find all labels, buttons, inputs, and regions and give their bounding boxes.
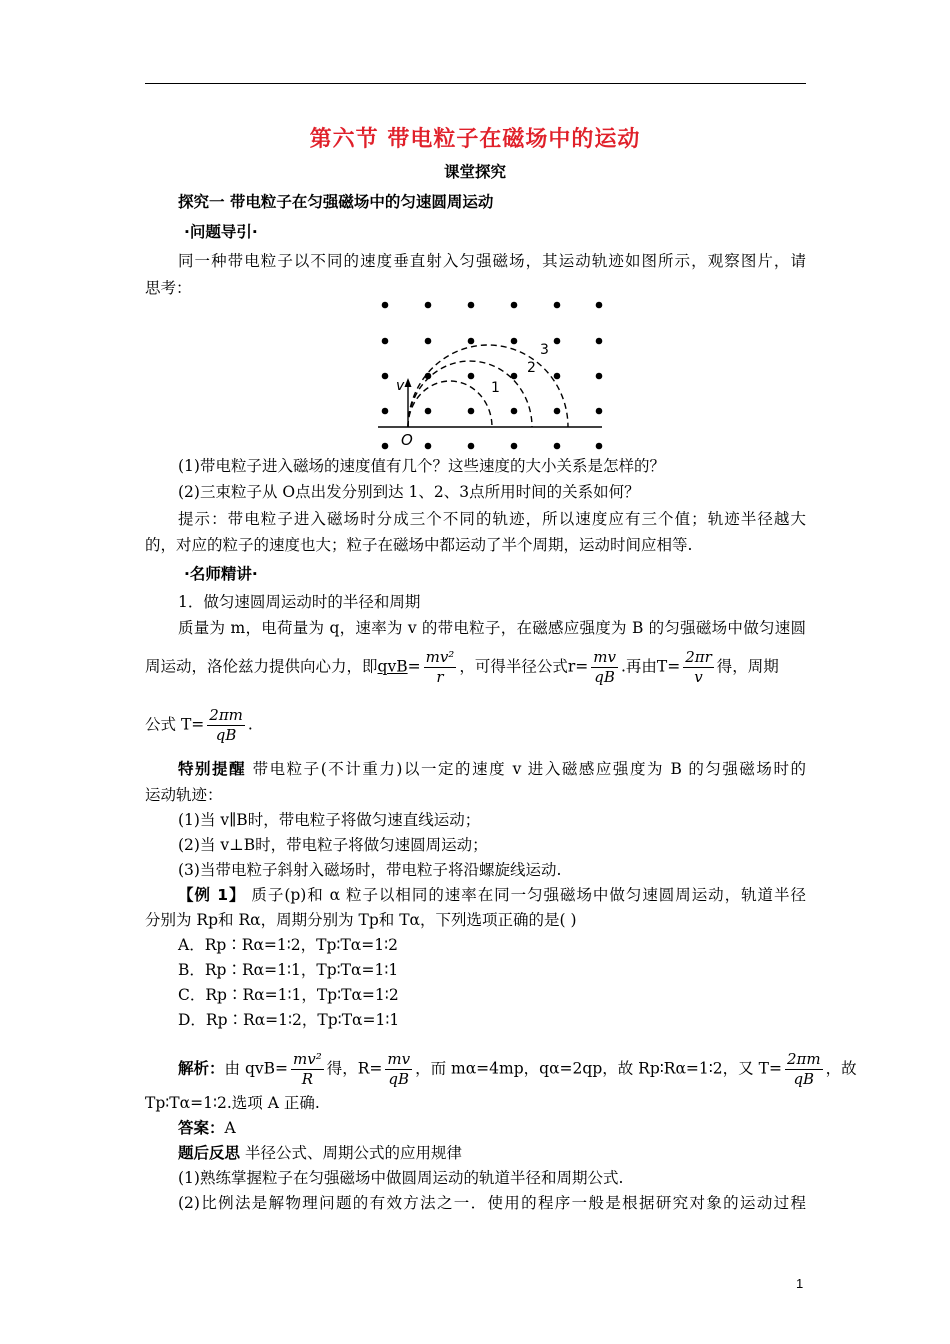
text: 得，周期 xyxy=(716,657,779,676)
guide-heading: ·问题导引· xyxy=(184,223,258,241)
tip-item-2: (2)当 v⊥B时，带电粒子将做匀速圆周运动； xyxy=(178,836,488,854)
text: 得，R= xyxy=(326,1059,383,1078)
intro-line-1: 同一种带电粒子以不同的速度垂直射入匀强磁场，其运动轨迹如图所示，观察图片，请 xyxy=(178,252,806,270)
reflection-item-1: (1)熟练掌握粒子在匀强磁场中做圆周运动的轨道半径和周期公式. xyxy=(178,1169,624,1187)
option-d: D．Rp∶Rα=1∶2，Tp∶Tα=1∶1 xyxy=(178,1011,400,1029)
page-title: 第六节 带电粒子在磁场中的运动 xyxy=(309,127,641,152)
text: ，故 xyxy=(825,1059,857,1078)
arc-label-3: 3 xyxy=(540,342,549,358)
tip-line-1 xyxy=(178,759,806,779)
magnetic-field-figure xyxy=(370,292,620,452)
text: 由 qvB= xyxy=(224,1059,288,1078)
section-heading: 课堂探究 xyxy=(443,163,506,181)
qvB-term: qvB xyxy=(377,657,408,676)
text: 质子(p)和 α 粒子以相同的速率在同一匀强磁场中做匀速圆周运动，轨道半径 xyxy=(245,886,806,904)
answer-heading: 答案： xyxy=(178,1119,225,1137)
tip-item-1: (1)当 v∥B时，带电粒子将做匀速直线运动； xyxy=(178,811,481,829)
tip-item-3: (3)当带电粒子斜射入磁场时，带电粒子将沿螺旋线运动. xyxy=(178,861,562,879)
period-formula-line xyxy=(145,706,253,745)
fraction-2pim-qB: $\frac{2\pi m}{qB}$ xyxy=(209,706,243,744)
tip-heading: 特别提醒 xyxy=(178,760,247,778)
teacher-heading: ·名师精讲· xyxy=(184,565,258,583)
fraction-2pim-qB-2: $\frac{2\pi m}{qB}$ xyxy=(786,1050,821,1088)
solution-line-1 xyxy=(178,1050,857,1089)
header-rule xyxy=(145,83,806,84)
point-1-heading: 1．做匀速圆周运动时的半径和周期 xyxy=(178,593,421,611)
example-line-1 xyxy=(178,885,806,905)
reflection-heading: 题后反思 xyxy=(178,1144,241,1162)
arrow-head-icon xyxy=(405,378,412,387)
velocity-label: v xyxy=(396,378,405,394)
arc-label-1: 1 xyxy=(491,380,500,396)
origin-label: O xyxy=(401,431,413,449)
fraction-mv-qB: $\frac{mv}{qB}$ xyxy=(593,648,616,686)
option-b: B．Rp∶Rα=1∶1，Tp∶Tα=1∶1 xyxy=(178,961,399,979)
option-c: C．Rp∶Rα=1∶1，Tp∶Tα=1∶2 xyxy=(178,986,399,1004)
hint-line-2: 的，对应的粒子的速度也大；粒子在磁场中都运动了半个周期，运动时间应相等. xyxy=(145,536,693,554)
example-heading: 【例 1】 xyxy=(178,886,246,904)
answer-line xyxy=(178,1118,236,1138)
solution-heading: 解析： xyxy=(178,1059,225,1078)
reflection-line xyxy=(178,1143,462,1163)
option-a: A．Rp∶Rα=1∶2，Tp∶Tα=1∶2 xyxy=(178,936,399,954)
example-line-2: 分别为 Rp和 Rα，周期分别为 Tp和 Tα，下列选项正确的是( ) xyxy=(145,911,577,929)
trajectory-2 xyxy=(408,361,532,427)
text: T= xyxy=(180,715,205,734)
text: 带电粒子(不计重力)以一定的速度 v 进入磁感应强度为 B 的匀强磁场时的 xyxy=(246,760,806,778)
page-number: 1 xyxy=(796,1276,804,1291)
question-1: (1)带电粒子进入磁场的速度值有几个？这些速度的大小关系是怎样的？ xyxy=(178,457,665,475)
topic-heading: 探究一 带电粒子在匀强磁场中的匀速圆周运动 xyxy=(178,193,494,211)
tip-line-2: 运动轨迹： xyxy=(145,786,223,804)
intro-line-2: 思考： xyxy=(145,279,192,297)
formula-line xyxy=(145,648,779,687)
text: .再由 xyxy=(620,657,657,676)
text: 周运动，洛伦兹力提供向心力，即 xyxy=(145,657,378,676)
fraction-2pir-v: $\frac{2\pi r}{v}$ xyxy=(685,648,712,686)
text: . xyxy=(247,715,253,734)
fraction-mv2-R: $\frac{\text{mv²}}{R}$ xyxy=(293,1050,322,1088)
solution-line-2: Tp∶Tα=1∶2.选项 A 正确. xyxy=(145,1094,320,1112)
reflection-item-2: (2)比例法是解物理问题的有效方法之一．使用的程序一般是根据研究对象的运动过程 xyxy=(178,1194,806,1212)
hint-line-1: 提示：带电粒子进入磁场时分成三个不同的轨迹，所以速度应有三个值；轨迹半径越大 xyxy=(178,510,806,528)
text: r= xyxy=(567,657,589,676)
arc-label-2: 2 xyxy=(527,360,536,376)
text: 半径公式、周期公式的应用规律 xyxy=(240,1144,462,1162)
text: T= xyxy=(656,657,681,676)
question-2: (2)三束粒子从 O点出发分别到达 1、2、3点所用时间的关系如何？ xyxy=(178,483,640,501)
text: ，而 mα=4mp，qα=2qp，故 Rp∶Rα=1∶2，又 T= xyxy=(415,1059,782,1078)
equals: = xyxy=(407,657,421,676)
text: 公式 xyxy=(145,715,177,734)
text: ，可得半径公式 xyxy=(459,657,568,676)
fraction-mv2-r: $\frac{\text{mv²}}{r}$ xyxy=(425,648,455,686)
paragraph-line-1: 质量为 m，电荷量为 q，速率为 v 的带电粒子，在磁感应强度为 B 的匀强磁场中做匀速圆 xyxy=(178,619,806,637)
fraction-mv-qB-2: $\frac{mv}{qB}$ xyxy=(387,1050,411,1088)
answer-value: A xyxy=(224,1119,236,1137)
